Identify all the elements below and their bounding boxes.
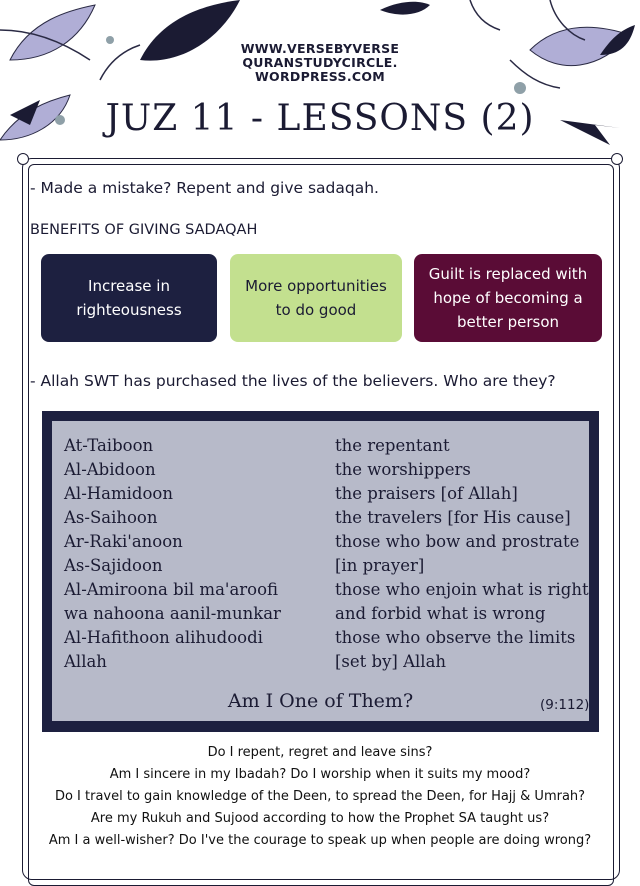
arabic-term: Ar-Raki'anoon [64, 532, 183, 551]
english-term: the praisers [of Allah] [335, 484, 518, 503]
english-term: those who enjoin what is right [335, 580, 589, 599]
english-term: [in prayer] [335, 556, 425, 575]
frame-corner-ornament [17, 153, 29, 165]
benefit-box [230, 254, 402, 342]
english-term: and forbid what is wrong [335, 604, 546, 623]
reflection-question: Do I repent, regret and leave sins? [207, 745, 433, 760]
verse-reference: (9:112) [540, 697, 590, 713]
arabic-term: At-Taiboon [64, 436, 154, 455]
site-url [200, 42, 440, 84]
arabic-term: Al-Abidoon [64, 460, 156, 479]
site-url-line: WWW.VERSEBYVERSE [240, 41, 400, 56]
benefit-text: More opportunities to do good [245, 277, 387, 319]
reflection-question: Am I sincere in my Ibadah? Do I worship when it suits my mood? [109, 767, 531, 782]
arabic-term: wa nahoona aanil-munkar [64, 604, 281, 623]
reflection-question: Am I a well-wisher? Do I've the courage to speak up when people are doing wrong? [48, 833, 592, 848]
site-url-line: QURANSTUDYCIRCLE. [242, 55, 398, 70]
arabic-term: Al-Hamidoon [64, 484, 173, 503]
english-term: [set by] Allah [335, 652, 447, 671]
arabic-term: Allah [64, 652, 107, 671]
english-term: the repentant [335, 436, 450, 455]
believers-line: - Allah SWT has purchased the lives of the believers. Who are they? [30, 372, 556, 390]
reflection-question: Do I travel to gain knowledge of the Deen, to spread the Deen, for Hajj & Umrah? [54, 789, 586, 804]
panel-question: Am I One of Them? [227, 690, 414, 712]
reflection-question: Are my Rukuh and Sujood according to how the Prophet SA taught us? [90, 811, 550, 826]
english-term: those who observe the limits [335, 628, 576, 647]
page-title: JUZ 11 - LESSONS (2) [105, 98, 535, 139]
arabic-term: Al-Hafithoon alihudoodi [64, 628, 263, 647]
benefit-box [41, 254, 217, 342]
arabic-term: As-Saihoon [64, 508, 158, 527]
benefit-text: Guilt is replaced with hope of becoming a better person [428, 265, 588, 331]
site-url-line: WORDPRESS.COM [254, 69, 386, 84]
frame-corner-ornament [611, 153, 623, 165]
english-term: the travelers [for His cause] [335, 508, 571, 527]
english-terms-column [335, 434, 589, 674]
benefits-heading: BENEFITS OF GIVING SADAQAH [30, 222, 258, 238]
arabic-term: Al-Amiroona bil ma'aroofi [64, 580, 279, 599]
arabic-term: As-Sajidoon [64, 556, 163, 575]
benefit-box [414, 254, 602, 342]
arabic-terms-column [64, 434, 281, 674]
english-term: the worshippers [335, 460, 471, 479]
english-term: those who bow and prostrate [335, 532, 580, 551]
intro-line: - Made a mistake? Repent and give sadaqah. [30, 179, 379, 197]
reflection-questions [30, 742, 610, 852]
benefit-text: Increase in righteousness [76, 277, 182, 319]
